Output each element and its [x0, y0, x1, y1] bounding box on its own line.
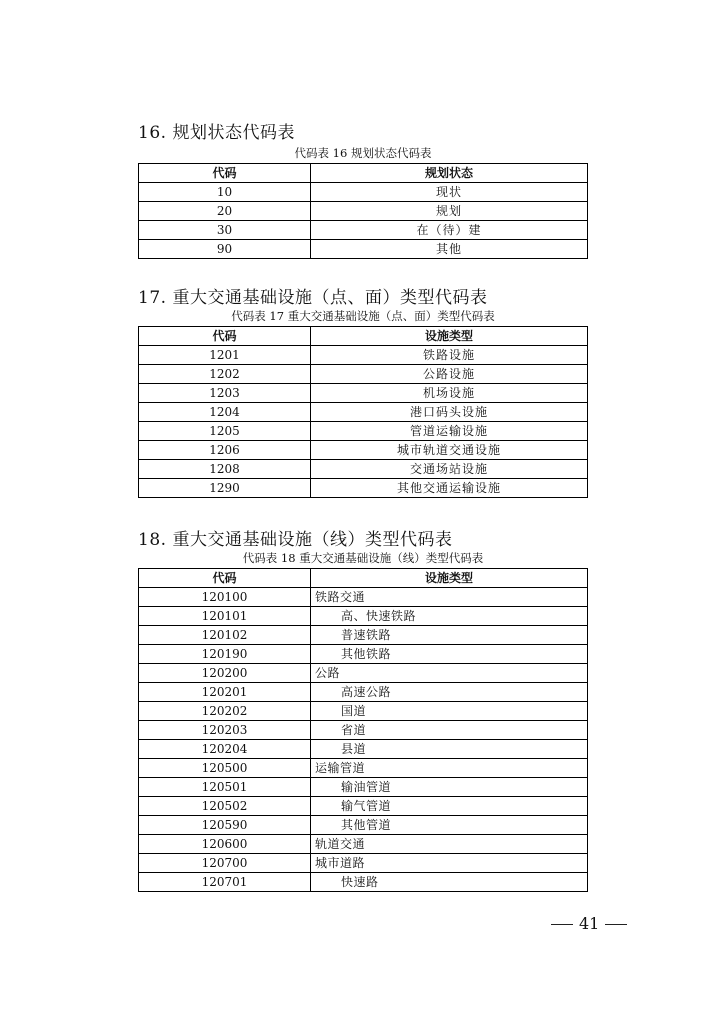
facility-type-cell: 高速公路 — [311, 683, 588, 702]
section-17-caption: 代码表 17 重大交通基础设施（点、面）类型代码表 — [231, 309, 495, 323]
table-row — [139, 460, 588, 479]
code-cell: 120590 — [139, 816, 311, 835]
code-cell: 1202 — [139, 365, 311, 384]
table-row — [139, 702, 588, 721]
code-cell: 120500 — [139, 759, 311, 778]
table-row — [139, 626, 588, 645]
code-cell: 20 — [139, 202, 311, 221]
table-row — [139, 778, 588, 797]
code-cell: 1204 — [139, 403, 311, 422]
table-row — [139, 740, 588, 759]
table-row — [139, 721, 588, 740]
code-cell: 1290 — [139, 479, 311, 498]
table-row — [139, 759, 588, 778]
facility-type-cell: 公路 — [311, 664, 588, 683]
status-cell: 规划 — [311, 202, 588, 221]
code-cell: 120190 — [139, 645, 311, 664]
facility-type-cell: 县道 — [311, 740, 588, 759]
table-header-row — [139, 164, 588, 183]
dash-left — [551, 924, 573, 925]
code-cell: 120203 — [139, 721, 311, 740]
column-header-code: 代码 — [139, 164, 311, 183]
status-cell: 在（待）建 — [311, 221, 588, 240]
facility-type-cell: 交通场站设施 — [311, 460, 588, 479]
table-row — [139, 346, 588, 365]
code-cell: 120701 — [139, 873, 311, 892]
table-row — [139, 240, 588, 259]
page-number — [545, 914, 633, 933]
table-row — [139, 683, 588, 702]
section-17-heading: 17. 重大交通基础设施（点、面）类型代码表 — [138, 288, 488, 308]
code-cell: 120202 — [139, 702, 311, 721]
table-row — [139, 664, 588, 683]
facility-type-cell: 其他交通运输设施 — [311, 479, 588, 498]
code-cell: 120501 — [139, 778, 311, 797]
section-16-heading: 16. 规划状态代码表 — [138, 123, 295, 143]
page-number-value: 41 — [579, 914, 600, 933]
table-header-row — [139, 327, 588, 346]
facility-type-cell: 铁路设施 — [311, 346, 588, 365]
facility-type-cell: 高、快速铁路 — [311, 607, 588, 626]
facility-line-table — [138, 568, 588, 892]
code-cell: 1203 — [139, 384, 311, 403]
code-cell: 120204 — [139, 740, 311, 759]
column-header-status: 规划状态 — [311, 164, 588, 183]
code-cell: 120600 — [139, 835, 311, 854]
facility-point-area-table — [138, 326, 588, 498]
facility-type-cell: 轨道交通 — [311, 835, 588, 854]
column-header-facility-type: 设施类型 — [311, 327, 588, 346]
code-cell: 120700 — [139, 854, 311, 873]
status-cell: 其他 — [311, 240, 588, 259]
status-cell: 现状 — [311, 183, 588, 202]
table-row — [139, 835, 588, 854]
column-header-code: 代码 — [139, 327, 311, 346]
code-cell: 1205 — [139, 422, 311, 441]
code-cell: 120502 — [139, 797, 311, 816]
column-header-facility-type: 设施类型 — [311, 569, 588, 588]
facility-type-cell: 其他铁路 — [311, 645, 588, 664]
code-cell: 30 — [139, 221, 311, 240]
table-row — [139, 441, 588, 460]
table-row — [139, 816, 588, 835]
table-row — [139, 365, 588, 384]
facility-type-cell: 快速路 — [311, 873, 588, 892]
facility-type-cell: 港口码头设施 — [311, 403, 588, 422]
planning-status-table — [138, 163, 588, 259]
table-row — [139, 588, 588, 607]
facility-type-cell: 输气管道 — [311, 797, 588, 816]
table-row — [139, 403, 588, 422]
facility-type-cell: 城市轨道交通设施 — [311, 441, 588, 460]
code-cell: 120201 — [139, 683, 311, 702]
table-row — [139, 873, 588, 892]
facility-type-cell: 机场设施 — [311, 384, 588, 403]
column-header-code: 代码 — [139, 569, 311, 588]
table-row — [139, 854, 588, 873]
table-row — [139, 384, 588, 403]
dash-right — [605, 924, 627, 925]
section-18-heading: 18. 重大交通基础设施（线）类型代码表 — [138, 530, 453, 550]
table-row — [139, 221, 588, 240]
code-cell: 90 — [139, 240, 311, 259]
table-row — [139, 797, 588, 816]
table-row — [139, 183, 588, 202]
table-row — [139, 202, 588, 221]
code-cell: 120102 — [139, 626, 311, 645]
table-row — [139, 422, 588, 441]
facility-type-cell: 输油管道 — [311, 778, 588, 797]
table-row — [139, 607, 588, 626]
facility-type-cell: 运输管道 — [311, 759, 588, 778]
section-18-caption: 代码表 18 重大交通基础设施（线）类型代码表 — [242, 551, 484, 565]
code-cell: 120101 — [139, 607, 311, 626]
facility-type-cell: 城市道路 — [311, 854, 588, 873]
facility-type-cell: 普速铁路 — [311, 626, 588, 645]
facility-type-cell: 管道运输设施 — [311, 422, 588, 441]
table-row — [139, 479, 588, 498]
facility-type-cell: 其他管道 — [311, 816, 588, 835]
facility-type-cell: 铁路交通 — [311, 588, 588, 607]
table-header-row — [139, 569, 588, 588]
code-cell: 1208 — [139, 460, 311, 479]
section-16-caption: 代码表 16 规划状态代码表 — [294, 146, 432, 160]
code-cell: 10 — [139, 183, 311, 202]
code-cell: 1201 — [139, 346, 311, 365]
code-cell: 120100 — [139, 588, 311, 607]
table-row — [139, 645, 588, 664]
facility-type-cell: 国道 — [311, 702, 588, 721]
code-cell: 120200 — [139, 664, 311, 683]
facility-type-cell: 公路设施 — [311, 365, 588, 384]
facility-type-cell: 省道 — [311, 721, 588, 740]
code-cell: 1206 — [139, 441, 311, 460]
